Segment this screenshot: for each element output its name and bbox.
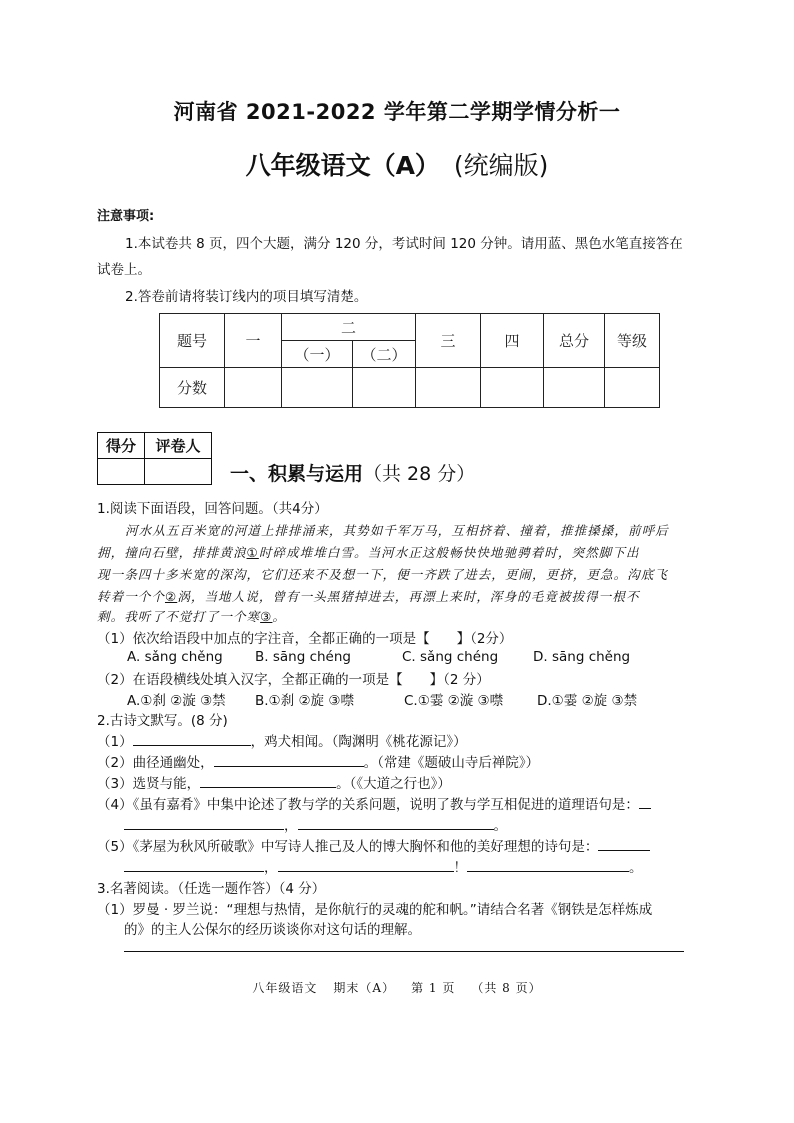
q2-item-text: ，	[284, 818, 298, 834]
q1-passage-text: 拥，撞向石壁，排排黄浪	[97, 545, 247, 560]
q1-passage-line-5	[97, 606, 286, 625]
header-tihao: 题号	[160, 314, 225, 368]
q2-stem: 2.古诗文默写。(8 分)	[97, 713, 228, 729]
grader-name-label: 评卷人	[145, 433, 212, 459]
q2-item-text: （3）选贤与能，	[97, 776, 201, 792]
score-cell-grade[interactable]	[605, 368, 660, 408]
q1-passage-text: 时碎成堆堆白雪。当河水正这般畅快快地驰骋着时，突然脚下出	[258, 545, 640, 560]
answer-blank[interactable]	[133, 731, 251, 746]
q1-passage-text: 。	[272, 609, 287, 624]
header-total: 总分	[544, 314, 605, 368]
q1-passage-line-1: 河水从五百米宽的河道上排排涌来，其势如千军万马，互相挤着、撞着，推推搡搡，前呼后	[125, 523, 669, 538]
q1-sub-2: （2）在语段横线处填入汉字，全都正确的一项是【 】（2 分）	[97, 672, 490, 688]
exam-title: 河南省 2021-2022 学年第二学期学情分析一	[173, 100, 621, 124]
grader-score-label: 得分	[98, 433, 145, 459]
grader-box	[97, 432, 212, 485]
answer-blank[interactable]	[467, 857, 629, 872]
q1-passage-line-3: 现一条四十多米宽的深沟，它们还来不及想一下，便一齐跌了进去，更闹，更挤，更急。沟底飞	[97, 567, 668, 582]
q2-item-2	[97, 751, 539, 771]
footer-exam: 期末（A）	[333, 981, 396, 995]
answer-blank[interactable]	[124, 815, 284, 830]
q1-stem: 1.阅读下面语段，回答问题。（共4分）	[97, 501, 328, 517]
footer-page: 第 1 页	[411, 981, 456, 995]
q2-item-4-cont	[124, 814, 507, 834]
answer-line[interactable]	[124, 951, 684, 952]
q3-stem: 3.名著阅读。（任选一题作答）（4 分）	[97, 881, 326, 897]
header-section-2-part-2: （二）	[353, 341, 416, 368]
score-cell-3[interactable]	[416, 368, 481, 408]
q2-item-text: ，	[264, 860, 278, 876]
q2-item-text: 。（《大道之行也》）	[336, 776, 451, 792]
notes-heading: 注意事项:	[97, 209, 155, 224]
q2-item-text: （5）《茅屋为秋风所破歌》中写诗人推己及人的博大胸怀和他的美好理想的诗句是：	[97, 839, 599, 855]
q2-item-text: （2）曲径通幽处，	[97, 755, 214, 771]
notes-line-1: 1.本试卷共 8 页，四个大题，满分 120 分，考试时间 120 分钟。请用蓝、黑色水笔直接答在	[125, 236, 683, 252]
q2-item-text: 。（常建《题破山寺后禅院》）	[363, 755, 540, 771]
blank-marker-3: ③	[260, 609, 273, 624]
score-table	[159, 313, 660, 408]
score-cell-4[interactable]	[481, 368, 544, 408]
q2-item-text: （1）	[97, 734, 133, 750]
answer-blank[interactable]	[598, 836, 650, 851]
answer-blank[interactable]	[200, 773, 336, 788]
answer-blank[interactable]	[298, 815, 494, 830]
q2-item-1	[97, 730, 467, 750]
header-section-1: 一	[225, 314, 282, 368]
row-score-label: 分数	[160, 368, 225, 408]
q3-item-1-cont: 的》的主人公保尔的经历谈谈你对这句话的理解。	[124, 922, 421, 938]
score-cell-2a[interactable]	[282, 368, 353, 408]
q1-passage-text: 转着一个个	[97, 589, 165, 604]
score-cell-total[interactable]	[544, 368, 605, 408]
score-cell-1[interactable]	[225, 368, 282, 408]
header-section-4: 四	[481, 314, 544, 368]
q1-sub-1: （1）依次给语段中加点的字注音，全都正确的一项是【 】（2分）	[97, 631, 513, 647]
footer-total: （共 8 页）	[471, 981, 542, 995]
q2-item-text: （4）《虽有嘉肴》中集中论述了教与学的关系问题，说明了教与学互相促进的道理语句是：	[97, 797, 639, 813]
header-section-2-part-1: （一）	[282, 341, 353, 368]
q1-option-2a[interactable]: A.①刹 ②漩 ③禁	[127, 693, 226, 709]
header-grade: 等级	[605, 314, 660, 368]
answer-blank[interactable]	[214, 752, 364, 767]
q1-passage-text: 涡，当地人说，曾有一头黑猪掉进去，再漂上来时，浑身的毛竟被拔得一根不	[177, 589, 640, 604]
header-section-3: 三	[416, 314, 481, 368]
q2-item-text: ，鸡犬相闻。（陶渊明《桃花源记》）	[250, 734, 467, 750]
grader-score-cell[interactable]	[98, 459, 145, 485]
q1-passage-line-4	[97, 586, 639, 605]
notes-line-2: 2.答卷前请将装订线内的项目填写清楚。	[125, 289, 368, 305]
blank-marker-1: ①	[246, 545, 259, 560]
header-section-2: 二	[282, 314, 416, 341]
q2-item-5	[97, 835, 650, 855]
score-cell-2b[interactable]	[353, 368, 416, 408]
q1-passage-line-2	[97, 542, 639, 561]
q1-option-1b[interactable]: B. sāng chéng	[255, 649, 351, 665]
q2-item-text: 。	[493, 818, 507, 834]
q2-item-5-cont	[124, 856, 643, 876]
q2-item-3	[97, 772, 451, 792]
q2-item-text: 。	[629, 860, 643, 876]
q1-passage-text: 剩。我听了不觉打了一个寒	[97, 609, 261, 624]
q2-item-4	[97, 793, 651, 813]
section-1-title	[230, 459, 475, 486]
answer-blank[interactable]	[639, 794, 651, 809]
notes-line-1-cont: 试卷上。	[97, 262, 151, 278]
exam-subtitle	[0, 146, 794, 182]
q1-option-2b[interactable]: B.①刹 ②旋 ③噤	[255, 693, 354, 709]
edition-label: (统编版)	[453, 151, 549, 180]
q1-option-2c[interactable]: C.①霎 ②漩 ③噤	[404, 693, 504, 709]
q1-option-1c[interactable]: C. sǎng chéng	[402, 649, 499, 665]
q2-item-text: ！	[453, 860, 467, 876]
blank-marker-2: ②	[164, 589, 178, 604]
subject-title: 八年级语文（A）	[245, 151, 440, 180]
page-footer	[0, 979, 794, 996]
section-1-points: （共 28 分）	[363, 463, 476, 485]
q3-item-1: （1）罗曼 · 罗兰说：“理想与热情，是你航行的灵魂的舵和帆。”请结合名著《钢铁是怎样炼成	[97, 902, 653, 918]
answer-blank[interactable]	[278, 857, 454, 872]
section-1-name: 一、积累与运用	[230, 463, 364, 485]
q1-option-2d[interactable]: D.①霎 ②旋 ③禁	[537, 693, 638, 709]
q1-option-1d[interactable]: D. sāng chěng	[533, 649, 631, 665]
footer-subject: 八年级语文	[252, 981, 318, 995]
answer-blank[interactable]	[124, 857, 264, 872]
q1-option-1a[interactable]: A. sǎng chěng	[127, 649, 223, 665]
grader-name-cell[interactable]	[145, 459, 212, 485]
